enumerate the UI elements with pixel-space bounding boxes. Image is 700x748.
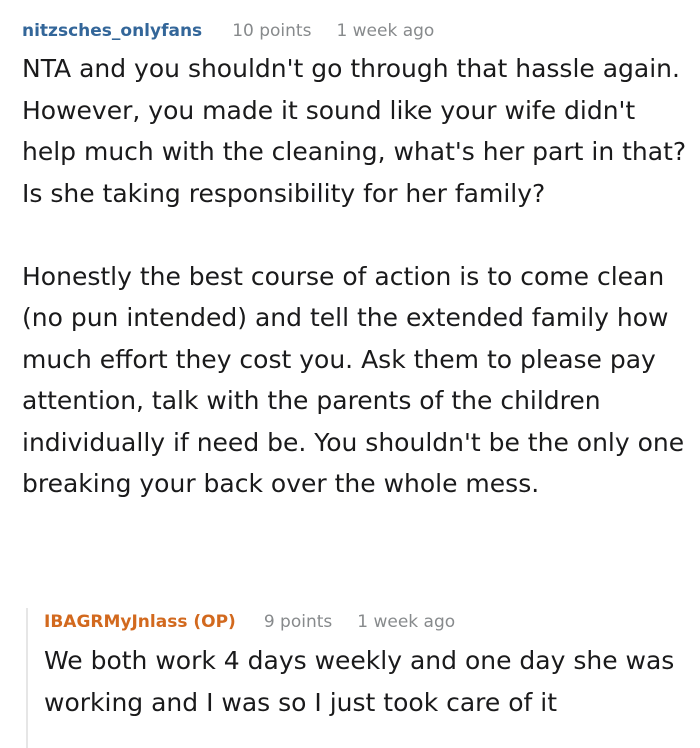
reply-timestamp[interactable]: 1 week ago — [357, 612, 456, 632]
comment-paragraph: Honestly the best course of action is to come clean (no pun intended) and tell the extended family how much effort they cost you. Ask them to please pay attention, talk with the parents of the children individually if need be. You shouldn't be the only one breaking your back over the whole mess. — [22, 261, 693, 498]
reply-body — [44, 640, 700, 723]
reply-paragraph: We both work 4 days weekly and one day she was working and I was so I just took care of it — [44, 646, 683, 717]
reply-points: 9 points — [263, 612, 333, 632]
reply-author-link[interactable]: IBAGRMyJnlass (OP) — [44, 612, 236, 632]
comment-body — [22, 48, 695, 505]
comment-paragraph: NTA and you shouldn't go through that hassle again. However, you made it sound like your wife didn't help much with the cleaning, what's her part in that? Is she taking responsibility for her family? — [22, 54, 695, 208]
reply-comment — [26, 608, 700, 748]
comment-timestamp[interactable]: 1 week ago — [336, 21, 435, 41]
comment-points: 10 points — [232, 21, 312, 41]
reply-meta — [44, 608, 700, 636]
comment-meta — [22, 18, 692, 44]
comment-author-link[interactable]: nitzsches_onlyfans — [22, 21, 203, 41]
comment — [22, 18, 695, 505]
